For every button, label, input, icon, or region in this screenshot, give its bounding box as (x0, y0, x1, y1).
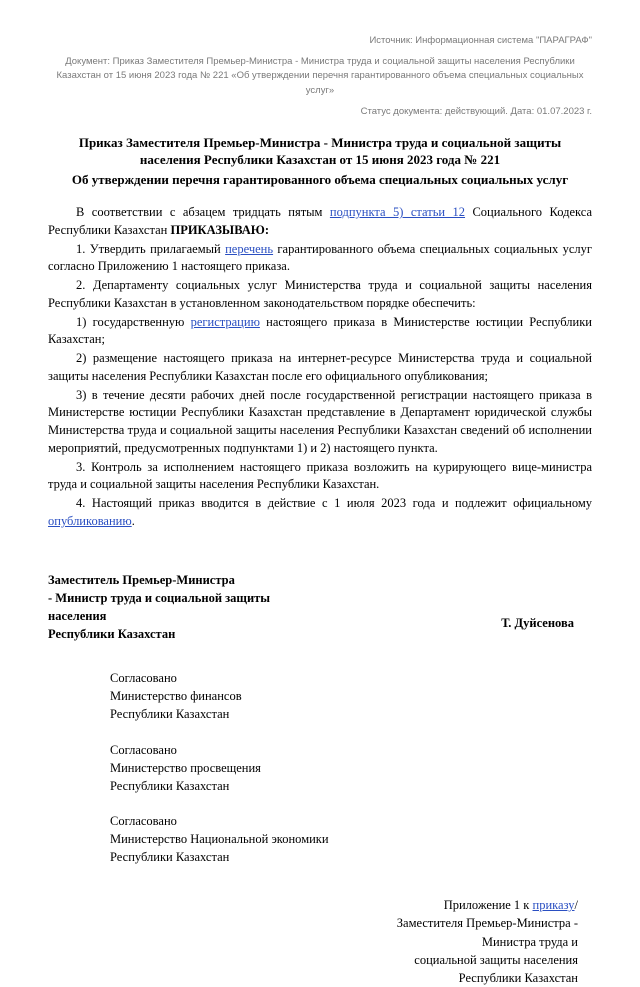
metadata-source: Источник: Информационная система "ПАРАГРАФ" (369, 35, 592, 46)
approval-organization: Министерство финансов (110, 689, 242, 704)
title-line-1: Приказ Заместителя Премьер-Министра - Министра труда и социальной защиты (78, 134, 562, 150)
appendix-text-before: Приложение 1 к (443, 898, 533, 913)
paragraph-item-2-3: 3) в течение десяти рабочих дней после государственной регистрации настоящего приказа в Министерстве юстиции Республики Казахстан представление в Департамент юридической службы Министерства труда и социальной защиты населения Республики Казахстан сведений об исполнении мероприятий, предусмотренных подпунктами 1) и 2) настоящего пункта. (48, 387, 592, 455)
signature-line-3: населения (48, 608, 107, 623)
appendix-line-4: социальной защиты населения (414, 952, 578, 967)
signature-line-2: - Министр труда и социальной защиты (48, 590, 271, 605)
approval-country: Республики Казахстан (110, 850, 230, 865)
metadata-document: Документ: Приказ Заместителя Премьер-Министра - Министра труда и социальной защиты населения Республики Казахстан от 15 июня 2023 года № 221 «Об утверждении перечня гарантированного объема специальных социальных услуг» (56, 55, 584, 97)
approval-organization: Министерство просвещения (110, 760, 261, 775)
appendix-line-3: Министра труда и (481, 934, 578, 949)
item-1-text-before: 1. Утвердить прилагаемый (76, 241, 226, 256)
approval-item (110, 669, 592, 723)
signature-block (48, 571, 592, 644)
item-1-text-after: гарантированного объема специальных социальных услуг согласно Приложению 1 настоящего приказа. (48, 241, 592, 274)
link-prikazu[interactable]: приказу (532, 898, 575, 913)
paragraph-preamble (48, 204, 592, 240)
metadata-status: Статус документа: действующий. Дата: 01.07.2023 г. (360, 105, 592, 117)
approval-country: Республики Казахстан (110, 778, 230, 793)
paragraph-item-2-1 (48, 314, 592, 350)
link-perechen[interactable]: перечень (225, 241, 274, 256)
appendix-line-5: Республики Казахстан (458, 970, 578, 985)
preamble-text-after: Социального Кодекса Республики Казахстан (48, 205, 593, 237)
title-line-2: населения Республики Казахстан от 15 июня 2023 года № 221 (139, 152, 501, 168)
link-podpunkt-5-statya-12[interactable]: подпункта 5) статьи 12 (329, 205, 466, 220)
paragraph-item-2: 2. Департаменту социальных услуг Министерства труда и социальной защиты населения Республики Казахстан в установленном законодательством порядке обеспечить: (48, 278, 592, 310)
paragraph-item-2-2: 2) размещение настоящего приказа на интернет-ресурсе Министерства труда и социальной защиты населения Республики Казахстан после его официального опубликования; (48, 351, 592, 383)
approval-item (110, 812, 592, 866)
link-opublikovaniyu[interactable]: опубликованию (48, 513, 132, 528)
approval-organization: Министерство Национальной экономики (110, 832, 329, 847)
approval-label: Согласовано (110, 671, 177, 686)
link-registraciyu[interactable]: регистрацию (190, 314, 260, 329)
title-line-3: Об утверждении перечня гарантированного объема специальных социальных услуг (71, 171, 569, 187)
paragraph-item-3: 3. Контроль за исполнением настоящего приказа возложить на курирующего вице-министра труда и социальной защиты населения Республики Казахстан. (48, 459, 592, 492)
document-body (48, 204, 592, 531)
signatory-name: Т. Дуйсенова (501, 615, 574, 630)
appendix-reference (48, 896, 592, 987)
appendix-line-1 (48, 896, 578, 914)
approval-country: Республики Казахстан (110, 707, 230, 722)
paragraph-item-1 (48, 241, 592, 277)
paragraph-item-4 (48, 495, 592, 531)
signature-line-4: Республики Казахстан (48, 627, 176, 642)
approval-label: Согласовано (110, 742, 177, 757)
appendix-line-2: Заместителя Премьер-Министра - (396, 916, 578, 931)
item-4-text-after: . (131, 513, 135, 528)
signature-line-1: Заместитель Премьер-Министра (48, 572, 235, 587)
item-2-1-text-after: настоящего приказа в Министерстве юстиции Республики Казахстан; (48, 314, 592, 347)
item-4-text-before: 4. Настоящий приказ вводится в действие с 1 июля 2023 года и подлежит официальному (76, 496, 592, 511)
preamble-text-before: В соответствии с абзацем тридцать пятым (76, 205, 330, 220)
document-metadata (0, 0, 640, 120)
approvals-block (110, 669, 592, 866)
document-content (0, 134, 640, 987)
approval-label: Согласовано (110, 813, 177, 828)
item-2-1-text-before: 1) государственную (76, 314, 191, 329)
appendix-text-after: / (574, 898, 578, 913)
page-title (48, 134, 592, 189)
approval-item (110, 741, 592, 795)
prikazyvayu-label: ПРИКАЗЫВАЮ: (170, 222, 270, 237)
